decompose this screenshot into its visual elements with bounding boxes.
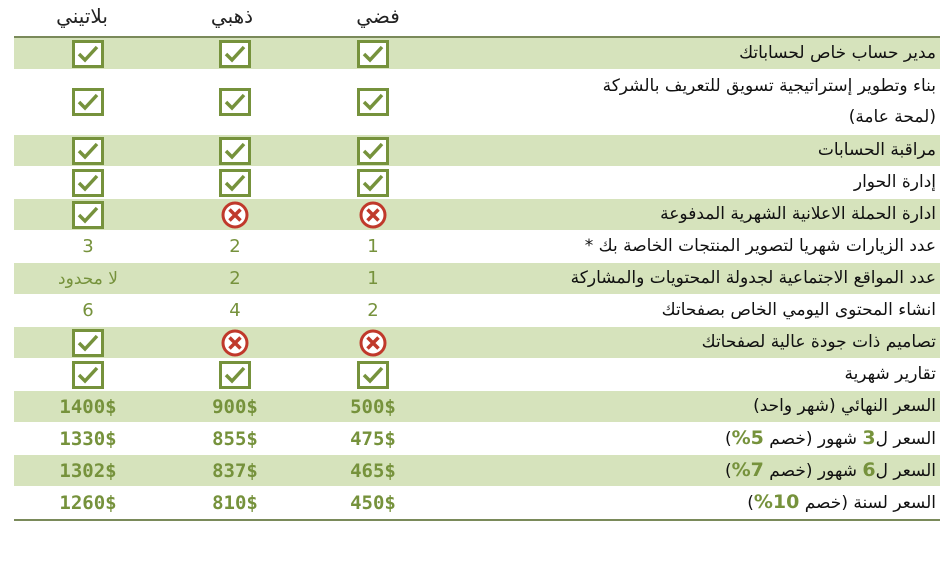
check-icon (219, 361, 251, 389)
check-icon (72, 361, 104, 389)
cross-icon (219, 329, 251, 357)
plan-cell-platinum (14, 487, 162, 518)
value-silver: 1 (367, 236, 379, 257)
plan-cell-platinum (14, 199, 162, 230)
row-label (438, 71, 940, 133)
row-label-text: عدد المواقع الاجتماعية لجدولة المحتويات والمشاركة (570, 268, 936, 288)
plan-cell-silver (308, 455, 438, 486)
plan-cell-platinum (14, 135, 162, 166)
price-label-c: ) (747, 492, 754, 513)
plan-cell-silver (308, 359, 438, 390)
plan-cell-silver (308, 263, 438, 294)
price-label (438, 455, 940, 487)
price-label (438, 391, 940, 422)
plan-cell-gold (162, 263, 308, 294)
row-label (438, 295, 940, 326)
table-row (14, 231, 940, 263)
plan-cell-silver (308, 231, 438, 262)
plan-cell-gold (162, 487, 308, 518)
price-row (14, 455, 940, 487)
header-gold: ذهبي (210, 4, 254, 28)
table-row (14, 135, 940, 167)
row-label (438, 38, 940, 69)
row-label-text: مدير حساب خاص لحساباتك (739, 43, 936, 63)
price-label (438, 423, 940, 455)
plan-cell-gold (162, 231, 308, 262)
plan-cell-silver (308, 70, 438, 134)
value-platinum: لا محدود (58, 268, 118, 289)
check-icon (72, 201, 104, 229)
price-platinum: 1400$ (59, 395, 117, 418)
plan-cell-silver (308, 38, 438, 69)
plan-cell-gold (162, 295, 308, 326)
plan-cell-platinum (14, 391, 162, 422)
plan-cell-gold (162, 167, 308, 198)
row-label-text: تقارير شهرية (844, 364, 936, 384)
plan-cell-gold (162, 391, 308, 422)
check-icon (72, 169, 104, 197)
price-gold: 810$ (212, 491, 258, 514)
header-silver: فضي (356, 4, 400, 28)
row-label-text-2: (لمحة عامة) (848, 107, 936, 127)
price-row (14, 487, 940, 519)
check-icon (357, 88, 389, 116)
price-platinum: 1330$ (59, 427, 117, 450)
row-label (438, 199, 940, 230)
cross-icon (357, 201, 389, 229)
check-icon (219, 137, 251, 165)
row-label-text: مراقبة الحسابات (817, 140, 936, 160)
price-discount: 10% (753, 490, 800, 513)
plan-cell-gold (162, 199, 308, 230)
plan-cell-platinum (14, 70, 162, 134)
table-row (14, 38, 940, 70)
value-gold: 2 (229, 236, 241, 257)
table-row (14, 327, 940, 359)
plan-cell-silver (308, 423, 438, 454)
row-label (438, 327, 940, 358)
plan-cell-gold (162, 70, 308, 134)
row-label-text: عدد الزيارات شهريا لتصوير المنتجات الخاصة بك * (584, 236, 936, 256)
price-discount: 5% (731, 426, 764, 449)
value-gold: 4 (229, 300, 241, 321)
row-label-text: انشاء المحتوى اليومي الخاص بصفحاتك (661, 300, 936, 320)
table-row (14, 295, 940, 327)
price-silver: 500$ (350, 395, 396, 418)
cross-icon (357, 329, 389, 357)
plan-cell-gold (162, 359, 308, 390)
value-silver: 2 (367, 300, 379, 321)
price-months: 6 (862, 458, 876, 481)
price-silver: 475$ (350, 427, 396, 450)
row-label (438, 359, 940, 390)
plan-cell-platinum (14, 359, 162, 390)
check-icon (219, 88, 251, 116)
row-label-text: بناء وتطوير إستراتيجية تسويق للتعريف بالشركة (602, 76, 936, 96)
plan-cell-gold (162, 38, 308, 69)
value-gold: 2 (229, 268, 241, 289)
plan-cell-silver (308, 295, 438, 326)
price-gold: 837$ (212, 459, 258, 482)
price-label-c: ) (724, 460, 732, 481)
plan-cell-platinum (14, 167, 162, 198)
value-platinum: 6 (82, 300, 94, 321)
table-row (14, 199, 940, 231)
cross-icon (219, 201, 251, 229)
price-platinum: 1260$ (59, 491, 117, 514)
check-icon (72, 40, 104, 68)
price-gold: 900$ (212, 395, 258, 418)
table-row (14, 359, 940, 391)
check-icon (357, 169, 389, 197)
plan-cell-platinum (14, 38, 162, 69)
price-label-b: شهور (خصم (763, 428, 863, 449)
check-icon (357, 361, 389, 389)
check-icon (357, 137, 389, 165)
plan-cell-silver (308, 199, 438, 230)
check-icon (219, 40, 251, 68)
header-platinum: بلاتيني (56, 4, 108, 28)
price-label-a: السعر النهائي (شهر واحد) (753, 396, 936, 416)
plan-cell-gold (162, 455, 308, 486)
plan-cell-platinum (14, 295, 162, 326)
plan-cell-platinum (14, 263, 162, 294)
row-label (438, 231, 940, 262)
table-row (14, 70, 940, 135)
plan-cell-platinum (14, 327, 162, 358)
check-icon (72, 329, 104, 357)
price-label-c: ) (724, 428, 732, 449)
check-icon (219, 169, 251, 197)
value-platinum: 3 (82, 236, 94, 257)
plan-cell-gold (162, 327, 308, 358)
price-row (14, 391, 940, 423)
table-row (14, 263, 940, 295)
price-label-a: السعر ل (875, 460, 936, 481)
value-silver: 1 (367, 268, 379, 289)
plan-cell-platinum (14, 231, 162, 262)
plan-cell-silver (308, 487, 438, 518)
plan-cell-gold (162, 423, 308, 454)
table-header (0, 0, 951, 36)
row-label-text: إدارة الحوار (853, 172, 936, 192)
price-label-a: السعر ل (875, 428, 936, 449)
pricing-table (14, 36, 940, 521)
row-label (438, 135, 940, 166)
check-icon (357, 40, 389, 68)
table-row (14, 167, 940, 199)
row-label-text: تصاميم ذات جودة عالية لصفحاتك (701, 332, 936, 352)
plan-cell-silver (308, 135, 438, 166)
plan-cell-silver (308, 391, 438, 422)
row-label (438, 263, 940, 294)
price-label (438, 487, 940, 519)
plan-cell-platinum (14, 455, 162, 486)
check-icon (72, 137, 104, 165)
row-label-text: ادارة الحملة الاعلانية الشهرية المدفوعة (660, 204, 936, 224)
price-silver: 465$ (350, 459, 396, 482)
price-platinum: 1302$ (59, 459, 117, 482)
plan-cell-silver (308, 327, 438, 358)
price-months: 3 (862, 426, 876, 449)
row-label (438, 167, 940, 198)
price-label-a: السعر لسنة (خصم (799, 492, 936, 513)
price-gold: 855$ (212, 427, 258, 450)
price-discount: 7% (731, 458, 764, 481)
check-icon (72, 88, 104, 116)
price-label-b: شهور (خصم (763, 460, 863, 481)
plan-cell-gold (162, 135, 308, 166)
plan-cell-platinum (14, 423, 162, 454)
plan-cell-silver (308, 167, 438, 198)
price-silver: 450$ (350, 491, 396, 514)
price-row (14, 423, 940, 455)
